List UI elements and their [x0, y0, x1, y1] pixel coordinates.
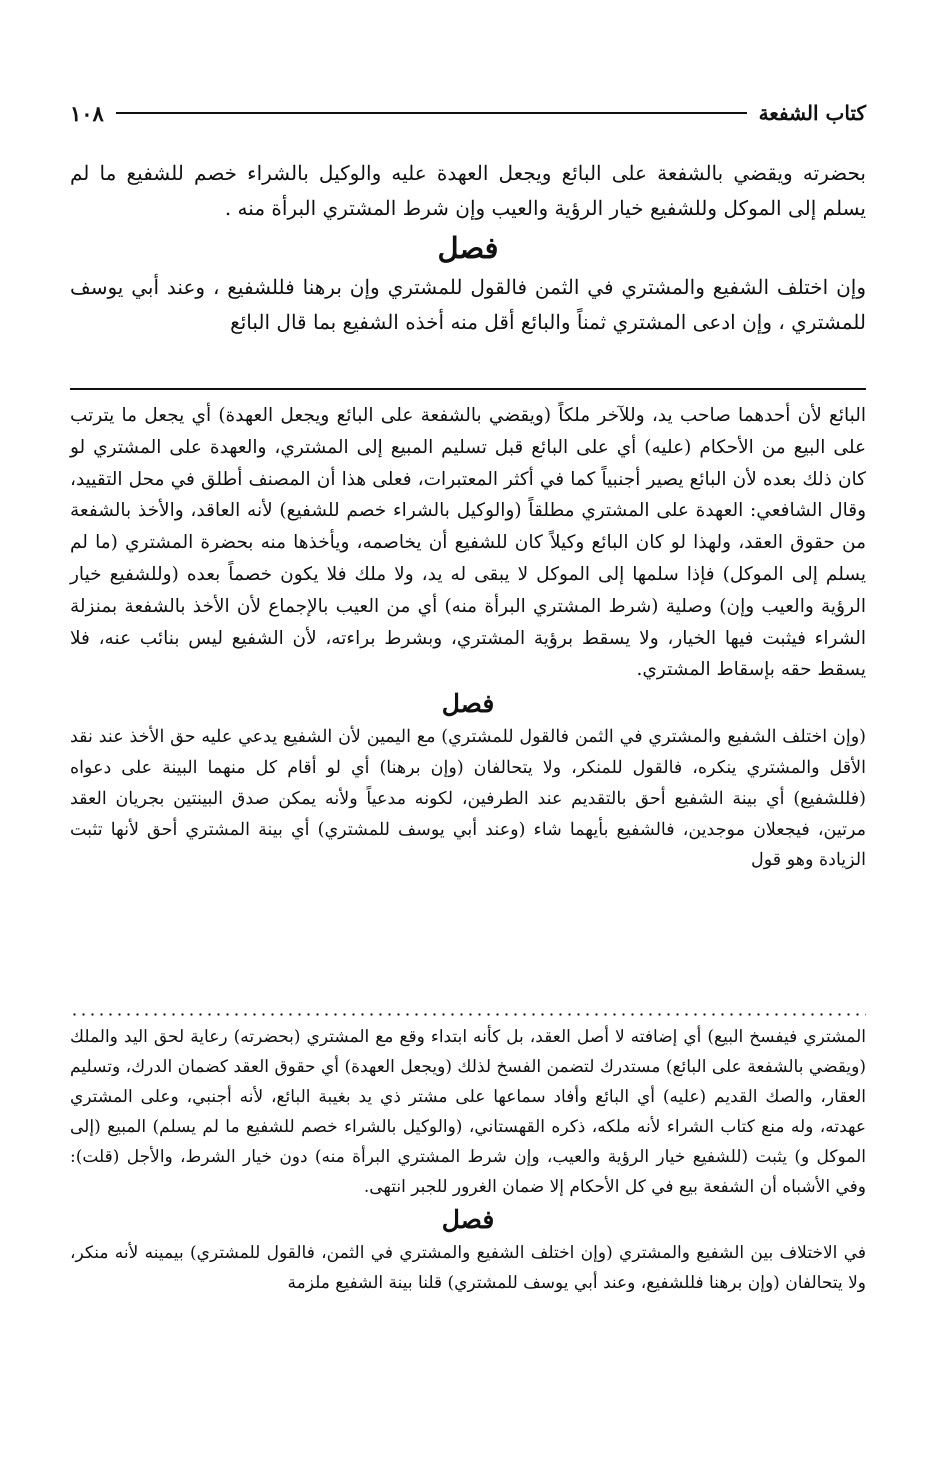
page-number: ١٠٨	[70, 100, 104, 126]
main-paragraph-1: بحضرته ويقضي بالشفعة على البائع ويجعل العهدة عليه والوكيل بالشراء خصم للشفيع ما لم يسلم إلى الموكل وللشفيع خيار الرؤية والعيب وإن شرط المشتري البرأة منه .	[70, 161, 866, 220]
commentary-paragraph-1: البائع لأن أحدهما صاحب يد، وللآخر ملكاً (ويقضي بالشفعة على البائع ويجعل العهدة) أي يجعل ما يترتب على البيع من الأحكام (عليه) أي على البائع قبل تسليم المبيع إلى المشتري، والعهدة على المشتري لو كان ذلك بعده لأن البائع يصير أجنبياً كما في أكثر المعتبرات، فعلى هذا أن المصنف أطلق في محل التقييد، وقال الشافعي: العهدة على المشتري مطلقاً (والوكيل بالشراء خصم للشفيع) لأنه العاقد، والأخذ بالشفعة من حقوق العقد، ولهذا لو كان البائع وكيلاً كان للشفيع أن يخاصمه، ويأخذها منه بحضرة المشتري (ما لم يسلم إلى الموكل) فإذا سلمها إلى الموكل لا يبقى له يد، ولا ملك فلا يكون خصماً بعده (وللشفيع خيار الرؤية والعيب وإن) وصلية (شرط المشتري البرأة منه) أي من العيب بالإجماع لأن الأخذ بالشفعة بمنزلة الشراء فيثبت فيها الخيار، ولا يسقط برؤية المشتري، وبشرط براءته، لأن الشفيع ليس بنائب عنه، فلا يسقط حقه بإسقاط المشتري.	[70, 405, 866, 681]
gloss-paragraph-1: المشتري فيفسخ البيع) أي إضافته لا أصل العقد، بل كأنه ابتداء وقع مع المشتري (بحضرته) رعاية لحق اليد والملك (ويقضي بالشفعة على البائع) مستدرك لتضمن الفسخ لذلك (ويجعل العهدة) أي حقوق العقد كضمان الدرك، وتسليم العقار، والصك القديم (عليه) أي البائع وأفاد سماعها على مشتر ذي يد بغيبة البائع، لأنه أجنبي، وعلى المشتري عهدته، وله منع كتاب الشراء لأنه ملكه، ذكره القهستاني، (والوكيل بالشراء خصم للشفيع ما لم يسلم) المبيع (إلى الموكل و) يثبت (للشفيع خيار الرؤية والعيب، وإن شرط المشتري البرأة منه) دون خيار الشرط، والأجل (قلت): وفي الأشباه أن الشفعة بيع في كل الأحكام إلا ضمان الغرور للجبر انتهى.	[70, 1027, 866, 1197]
header-rule	[116, 112, 747, 114]
gloss-paragraph-2: في الاختلاف بين الشفيع والمشتري (وإن اختلف الشفيع والمشتري في الثمن، فالقول للمشتري) بيمينه لأنه منكر، ولا يتحالفان (وإن برهنا فللشفيع، وعند أبي يوسف للمشتري) قلنا بينة الشفيع ملزمة	[70, 1243, 866, 1293]
commentary-section-heading: فصل	[441, 689, 495, 719]
main-paragraph-2: وإن اختلف الشفيع والمشتري في الثمن فالقول للمشتري وإن برهنا فللشفيع ، وعند أبي يوسف للمشتري ، وإن ادعى المشتري ثمناً والبائع أقل منه أخذه الشفيع بما قال البائع	[70, 275, 866, 334]
gloss-section-heading: فصل	[441, 1205, 495, 1234]
commentary-text	[70, 400, 866, 876]
main-section-heading: فصل	[437, 231, 499, 265]
book-title: كتاب الشفعة	[758, 101, 866, 125]
page-header	[70, 96, 866, 130]
commentary-gloss-separator	[70, 1013, 866, 1016]
gloss-text	[70, 1022, 866, 1298]
commentary-paragraph-2: (وإن اختلف الشفيع والمشتري في الثمن فالقول للمشتري) مع اليمين لأن الشفيع يدعي عليه حق الأخذ عند نقد الأقل والمشتري ينكره، فالقول للمنكر، ولا يتحالفان (وإن برهنا) أي لو أقام كل منهما البينة على دعواه (فللشفيع) أي بينة الشفيع أحق بالتقديم عند الطرفين، لكونه مدعياً ولأنه يمكن صدق البينتين بجريان العقد مرتين، فيجعلان موجدين، فالشفيع بأيهما شاء (وعند أبي يوسف للمشتري) أي بينة المشتري أحق لأنها تثبت الزيادة وهو قول	[70, 727, 866, 871]
main-commentary-separator	[70, 388, 866, 390]
main-text	[70, 156, 866, 340]
